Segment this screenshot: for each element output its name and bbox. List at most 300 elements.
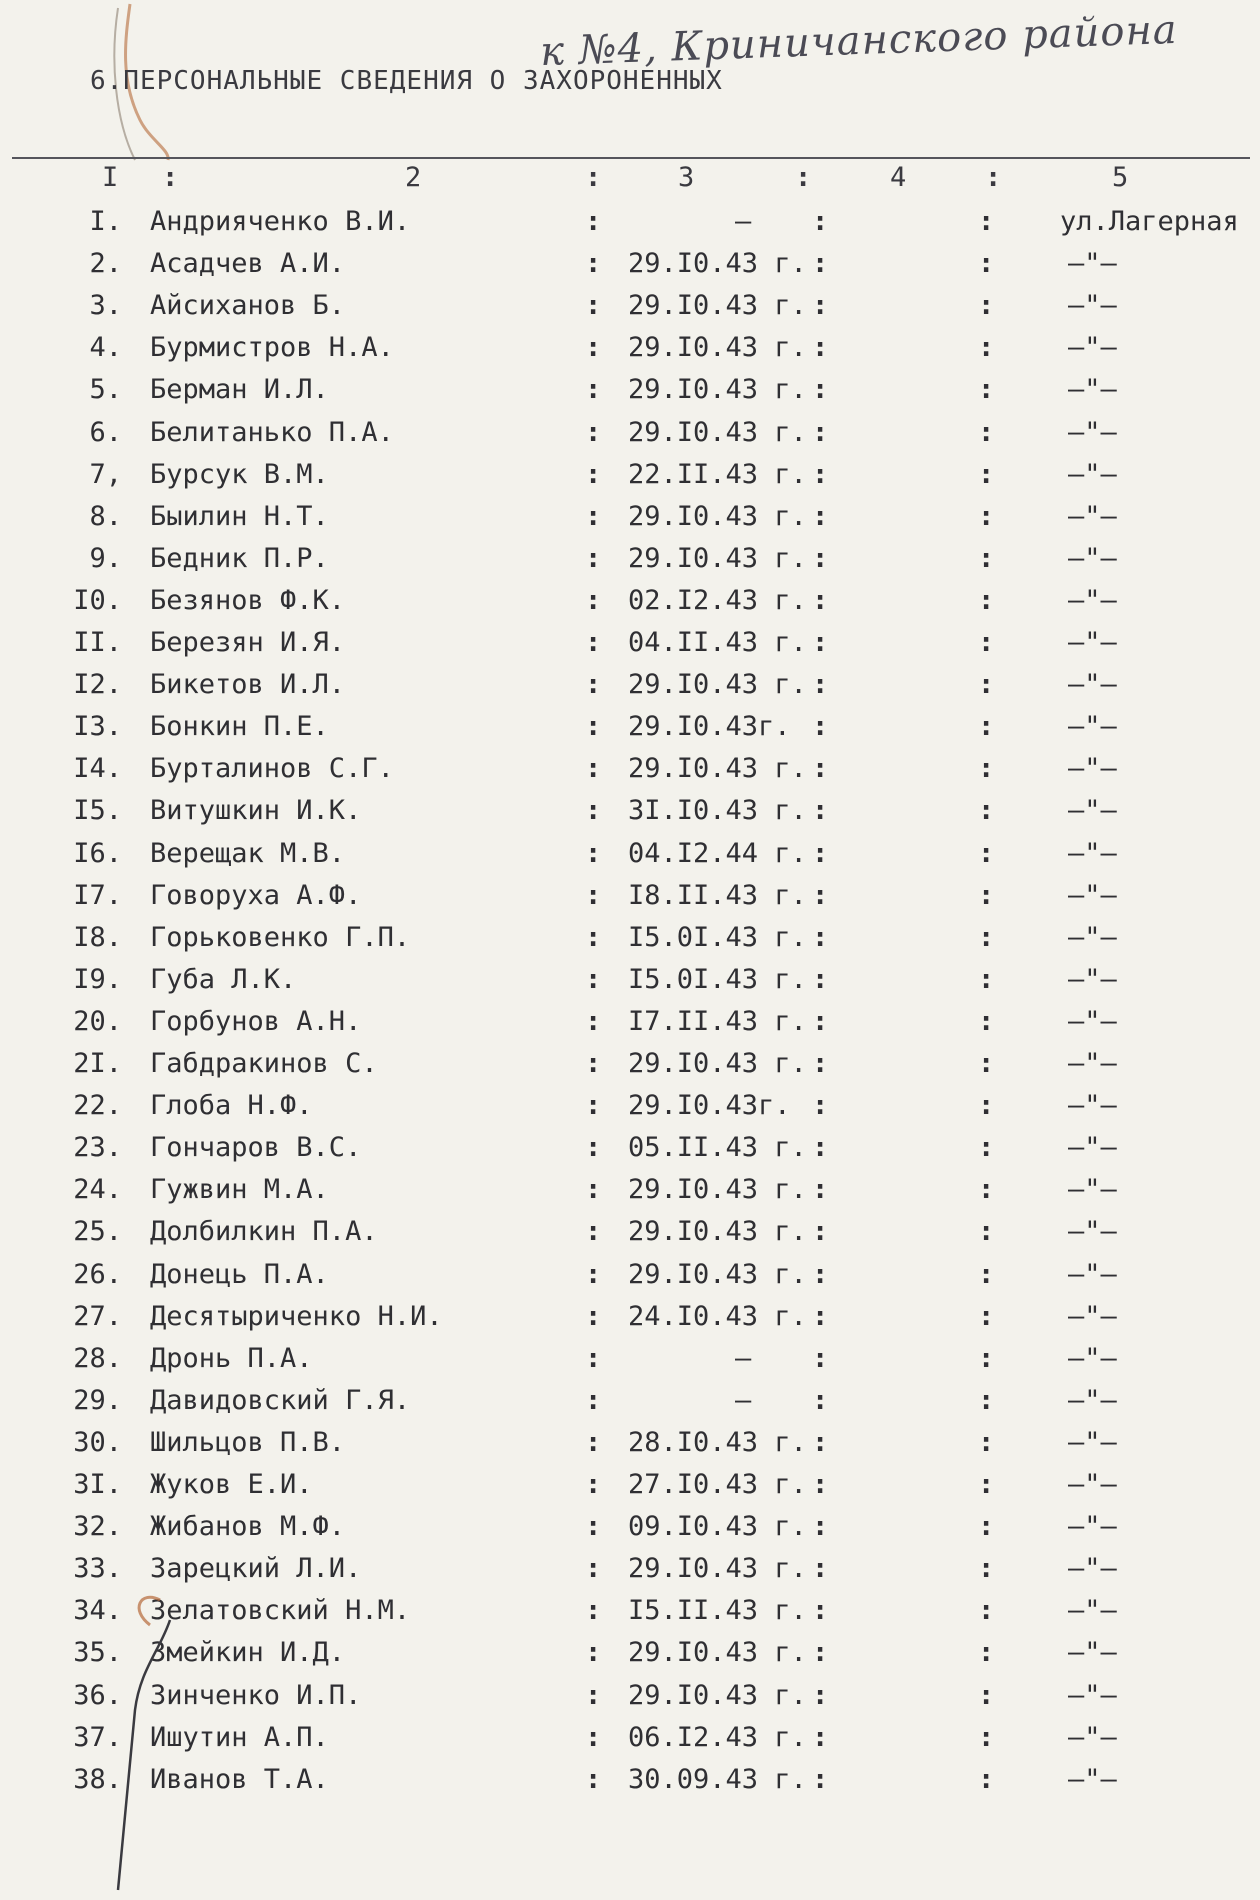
row-number: 38. — [73, 1763, 122, 1795]
burial-date: 29.I0.43 г. — [628, 290, 807, 322]
table-row — [0, 374, 1260, 414]
burial-place: –"– — [1068, 879, 1117, 911]
burial-date: 29.I0.43 г. — [628, 669, 807, 701]
column-separator: : — [585, 248, 602, 280]
burial-date: 3I.I0.43 г. — [628, 795, 807, 827]
column-separator: : — [978, 332, 995, 364]
column-separator: : — [812, 1048, 829, 1079]
person-name: Горьковенко Г.П. — [150, 921, 411, 953]
pencil-mark — [100, 1580, 180, 1900]
person-name: Асадчев А.И. — [150, 248, 346, 280]
table-row — [0, 1006, 1260, 1046]
column-separator: : — [978, 1005, 995, 1037]
column-separator: : — [585, 542, 602, 574]
column-separator: : — [812, 1637, 829, 1669]
burial-place: –"– — [1068, 1721, 1117, 1753]
column-separator: : — [978, 458, 995, 490]
burial-date: 06.I2.43 г. — [628, 1721, 807, 1753]
column-separator: : — [978, 1342, 995, 1374]
column-separator: : — [585, 1679, 602, 1711]
person-name: Жуков Е.И. — [150, 1469, 313, 1500]
person-name: Бонкин П.Е. — [150, 711, 329, 743]
row-number: 2I. — [73, 1048, 122, 1079]
column-separator: : — [585, 416, 602, 448]
table-row — [0, 459, 1260, 499]
burial-date: 04.II.43 г. — [628, 627, 807, 658]
person-name: Бедник П.Р. — [150, 542, 329, 574]
person-name: Глоба Н.Ф. — [150, 1090, 313, 1122]
burial-date: I5.0I.43 г. — [628, 921, 807, 953]
column-header-4: 4 — [890, 162, 907, 193]
column-separator: : — [812, 1469, 829, 1500]
column-separator: : — [978, 1174, 995, 1206]
column-separator: : — [585, 1300, 602, 1332]
column-separator: : — [585, 1005, 602, 1037]
table-row — [0, 543, 1260, 583]
column-separator: : — [978, 753, 995, 785]
column-separator: : — [978, 374, 995, 406]
column-separator: : — [585, 1553, 602, 1585]
person-name: Березян И.Я. — [150, 627, 346, 658]
column-separator: : — [585, 1342, 602, 1374]
column-separator: : — [812, 1258, 829, 1290]
table-row — [0, 1174, 1260, 1214]
handwritten-note: к №4, Криничанского района — [539, 6, 1179, 76]
burial-date: 05.II.43 г. — [628, 1132, 807, 1164]
burial-place: –"– — [1068, 1342, 1117, 1374]
column-separator: : — [978, 1132, 995, 1164]
row-number: I6. — [73, 837, 122, 869]
column-separator: : — [978, 1595, 995, 1627]
burial-date: I5.0I.43 г. — [628, 963, 807, 995]
column-separator: : — [585, 584, 602, 616]
person-name: Донець П.А. — [150, 1258, 329, 1290]
burial-date: 09.I0.43 г. — [628, 1511, 807, 1543]
table-row — [0, 1385, 1260, 1425]
column-separator: : — [585, 1216, 602, 1248]
column-separator: : — [585, 1511, 602, 1543]
column-separator: : — [585, 1721, 602, 1753]
table-row — [0, 880, 1260, 920]
row-number: 37. — [73, 1721, 122, 1753]
burial-place: –"– — [1068, 1258, 1117, 1290]
column-separator: : — [978, 1048, 995, 1079]
person-name: Долбилкин П.А. — [150, 1216, 378, 1248]
row-number: 30. — [73, 1426, 122, 1458]
burial-place: –"– — [1068, 795, 1117, 827]
column-separator: : — [812, 416, 829, 448]
column-separator: : — [812, 248, 829, 280]
row-number: 27. — [73, 1300, 122, 1332]
column-header-2: 2 — [405, 162, 422, 193]
column-separator: : — [978, 500, 995, 532]
column-separator: : — [812, 1426, 829, 1458]
person-name: Змейкин И.Д. — [150, 1637, 346, 1669]
column-header-5: 5 — [1112, 162, 1129, 193]
table-row — [0, 795, 1260, 835]
column-separator: : — [812, 1763, 829, 1795]
burial-date: 29.I0.43 г. — [628, 1553, 807, 1585]
row-number: II. — [73, 627, 122, 658]
column-separator: : — [978, 1679, 995, 1711]
table-row — [0, 627, 1260, 667]
column-separator: : — [978, 711, 995, 743]
row-number: 34. — [73, 1595, 122, 1627]
column-separator: : — [978, 837, 995, 869]
person-name: Безянов Ф.К. — [150, 584, 346, 616]
column-separator: : — [812, 584, 829, 616]
table-row — [0, 1553, 1260, 1593]
row-number: 6. — [89, 416, 122, 448]
row-number: 2. — [89, 248, 122, 280]
burial-date: 30.09.43 г. — [628, 1763, 807, 1795]
column-separator: : — [978, 921, 995, 953]
row-number: 26. — [73, 1258, 122, 1290]
burial-place: –"– — [1068, 290, 1117, 322]
column-separator: : — [812, 1174, 829, 1206]
row-number: 36. — [73, 1679, 122, 1711]
column-separator: : — [585, 1469, 602, 1500]
row-number: 3. — [89, 290, 122, 322]
burial-place: –"– — [1068, 837, 1117, 869]
person-name: Андрияченко В.И. — [150, 206, 411, 237]
row-number: 24. — [73, 1174, 122, 1206]
burial-date: 24.I0.43 г. — [628, 1300, 807, 1332]
column-separator: : — [812, 206, 829, 237]
column-separator: : — [812, 332, 829, 364]
table-row — [0, 964, 1260, 1004]
row-number: 28. — [73, 1342, 122, 1374]
person-name: Бикетов И.Л. — [150, 669, 346, 701]
column-separator: : — [812, 795, 829, 827]
person-name: Горбунов А.Н. — [150, 1005, 362, 1037]
column-separator: : — [978, 1090, 995, 1122]
column-separator: : — [812, 1132, 829, 1164]
burial-date: 29.I0.43 г. — [628, 1048, 807, 1079]
row-number: I5. — [73, 795, 122, 827]
table-row — [0, 1764, 1260, 1804]
row-number: 29. — [73, 1384, 122, 1416]
column-separator: : — [812, 627, 829, 658]
header-separator: : — [985, 162, 1002, 193]
column-separator: : — [812, 1679, 829, 1711]
column-separator: : — [585, 1132, 602, 1164]
burial-place: –"– — [1068, 458, 1117, 490]
column-separator: : — [812, 290, 829, 322]
column-separator: : — [978, 1511, 995, 1543]
column-separator: : — [978, 1637, 995, 1669]
table-row — [0, 501, 1260, 541]
column-separator: : — [812, 1300, 829, 1332]
column-separator: : — [978, 1721, 995, 1753]
person-name: Зелатовский Н.М. — [150, 1595, 411, 1627]
burial-date: 29.I0.43 г. — [628, 416, 807, 448]
section-heading: 6.ПЕРСОНАЛЬНЫЕ СВЕДЕНИЯ О ЗАХОРОНЕННЫХ — [90, 66, 723, 96]
column-separator: : — [812, 1721, 829, 1753]
table-row — [0, 711, 1260, 751]
burial-date: 29.I0.43 г. — [628, 374, 807, 406]
column-separator: : — [812, 711, 829, 743]
column-separator: : — [978, 1763, 995, 1795]
burial-place: –"– — [1068, 542, 1117, 574]
burial-place: –"– — [1068, 1511, 1117, 1543]
table-row — [0, 1090, 1260, 1130]
row-number: 7, — [89, 458, 122, 490]
column-separator: : — [585, 1090, 602, 1122]
person-name: Айсиханов Б. — [150, 290, 346, 322]
burial-date: 29.I0.43 г. — [628, 1216, 807, 1248]
column-separator: : — [978, 1216, 995, 1248]
column-separator: : — [585, 458, 602, 490]
person-name: Берман И.Л. — [150, 374, 329, 406]
burial-place: –"– — [1068, 1595, 1117, 1627]
column-separator: : — [812, 753, 829, 785]
table-row — [0, 1343, 1260, 1383]
row-number: 4. — [89, 332, 122, 364]
burial-date: 29.I0.43 г. — [628, 332, 807, 364]
column-separator: : — [812, 1342, 829, 1374]
column-separator: : — [812, 1090, 829, 1122]
table-row — [0, 669, 1260, 709]
table-row — [0, 1427, 1260, 1467]
row-number: 23. — [73, 1132, 122, 1164]
burial-place: –"– — [1068, 416, 1117, 448]
burial-date: 29.I0.43 г. — [628, 542, 807, 574]
table-row — [0, 332, 1260, 372]
person-name: Давидовский Г.Я. — [150, 1384, 411, 1416]
person-name: Бурмистров Н.А. — [150, 332, 394, 364]
table-row — [0, 922, 1260, 962]
table-row — [0, 1511, 1260, 1551]
table-row — [0, 1680, 1260, 1720]
table-row — [0, 753, 1260, 793]
row-number: 20. — [73, 1005, 122, 1037]
person-name: Шильцов П.В. — [150, 1426, 346, 1458]
table-row — [0, 290, 1260, 330]
burial-place: –"– — [1068, 1005, 1117, 1037]
row-number: 25. — [73, 1216, 122, 1248]
column-separator: : — [978, 1426, 995, 1458]
table-row — [0, 585, 1260, 625]
row-number: I8. — [73, 921, 122, 953]
column-separator: : — [812, 837, 829, 869]
burial-place: –"– — [1068, 627, 1117, 658]
column-separator: : — [585, 1763, 602, 1795]
column-header-3: 3 — [678, 162, 695, 193]
burial-place: –"– — [1068, 1763, 1117, 1795]
row-number: 32. — [73, 1511, 122, 1543]
table-row — [0, 1132, 1260, 1172]
column-separator: : — [812, 669, 829, 701]
row-number: I7. — [73, 879, 122, 911]
burial-place: –"– — [1068, 500, 1117, 532]
column-separator: : — [585, 711, 602, 743]
person-name: Гончаров В.С. — [150, 1132, 362, 1164]
table-row — [0, 1595, 1260, 1635]
column-separator: : — [585, 879, 602, 911]
column-separator: : — [812, 879, 829, 911]
column-separator: : — [585, 332, 602, 364]
burial-date: 02.I2.43 г. — [628, 584, 807, 616]
column-separator: : — [812, 1384, 829, 1416]
row-number: 8. — [89, 500, 122, 532]
table-row — [0, 248, 1260, 288]
burial-place: –"– — [1068, 1384, 1117, 1416]
burial-place: –"– — [1068, 921, 1117, 953]
burial-date: – — [735, 1342, 752, 1374]
row-number: 5. — [89, 374, 122, 406]
header-separator: : — [162, 162, 179, 193]
burial-date: 29.I0.43 г. — [628, 753, 807, 785]
burial-date: 29.I0.43г. — [628, 1090, 791, 1122]
column-separator: : — [978, 1300, 995, 1332]
column-separator: : — [978, 879, 995, 911]
person-name: Губа Л.К. — [150, 963, 297, 995]
table-row — [0, 1722, 1260, 1762]
column-separator: : — [585, 1595, 602, 1627]
header-separator: : — [585, 162, 602, 193]
burial-date: 28.I0.43 г. — [628, 1426, 807, 1458]
burial-date: 29.I0.43 г. — [628, 1637, 807, 1669]
table-row — [0, 838, 1260, 878]
row-number: I. — [89, 206, 122, 237]
column-separator: : — [978, 1553, 995, 1585]
burial-place: ул.Лагерная — [1060, 206, 1239, 237]
burial-place: –"– — [1068, 248, 1117, 280]
column-separator: : — [812, 458, 829, 490]
column-separator: : — [978, 963, 995, 995]
person-name: Бурталинов С.Г. — [150, 753, 394, 785]
column-separator: : — [585, 290, 602, 322]
table-row — [0, 1259, 1260, 1299]
row-number: 33. — [73, 1553, 122, 1585]
person-name: Иванов Т.А. — [150, 1763, 329, 1795]
column-separator: : — [978, 416, 995, 448]
person-name: Жибанов М.Ф. — [150, 1511, 346, 1543]
burial-date: 29.I0.43 г. — [628, 500, 807, 532]
column-separator: : — [978, 1258, 995, 1290]
column-separator: : — [585, 1174, 602, 1206]
burial-place: –"– — [1068, 1553, 1117, 1585]
burial-date: 27.I0.43 г. — [628, 1469, 807, 1500]
table-row — [0, 1469, 1260, 1509]
column-separator: : — [585, 374, 602, 406]
burial-date: 29.I0.43 г. — [628, 1174, 807, 1206]
burial-place: –"– — [1068, 332, 1117, 364]
table-row — [0, 1301, 1260, 1341]
column-separator: : — [978, 206, 995, 237]
person-name: Говоруха А.Ф. — [150, 879, 362, 911]
column-separator: : — [978, 584, 995, 616]
row-number: 9. — [89, 542, 122, 574]
table-row — [0, 1637, 1260, 1677]
burial-date: 29.I0.43 г. — [628, 248, 807, 280]
burial-date: 04.I2.44 г. — [628, 837, 807, 869]
column-separator: : — [978, 627, 995, 658]
column-separator: : — [978, 248, 995, 280]
column-separator: : — [812, 374, 829, 406]
column-separator: : — [812, 963, 829, 995]
column-separator: : — [585, 669, 602, 701]
column-separator: : — [585, 1637, 602, 1669]
burial-place: –"– — [1068, 753, 1117, 785]
burial-place: –"– — [1068, 1048, 1117, 1079]
burial-place: –"– — [1068, 669, 1117, 701]
row-number: I9. — [73, 963, 122, 995]
column-separator: : — [585, 921, 602, 953]
row-number: I2. — [73, 669, 122, 701]
column-separator: : — [812, 1595, 829, 1627]
person-name: Верещак М.В. — [150, 837, 346, 869]
burial-place: –"– — [1068, 1469, 1117, 1500]
person-name: Ишутин А.П. — [150, 1721, 329, 1753]
burial-place: –"– — [1068, 1679, 1117, 1711]
column-separator: : — [812, 1511, 829, 1543]
column-separator: : — [585, 1426, 602, 1458]
column-separator: : — [978, 290, 995, 322]
burial-date: I5.II.43 г. — [628, 1595, 807, 1627]
burial-place: –"– — [1068, 1300, 1117, 1332]
table-row — [0, 1048, 1260, 1088]
column-separator: : — [585, 795, 602, 827]
burial-place: –"– — [1068, 1216, 1117, 1248]
burial-place: –"– — [1068, 963, 1117, 995]
row-number: I4. — [73, 753, 122, 785]
person-name: Белитанько П.А. — [150, 416, 394, 448]
burial-date: 29.I0.43г. — [628, 711, 791, 743]
burial-place: –"– — [1068, 374, 1117, 406]
column-separator: : — [978, 1469, 995, 1500]
burial-date: I7.II.43 г. — [628, 1005, 807, 1037]
row-number: 35. — [73, 1637, 122, 1669]
burial-place: –"– — [1068, 1637, 1117, 1669]
column-separator: : — [978, 669, 995, 701]
header-separator: : — [795, 162, 812, 193]
column-separator: : — [978, 1384, 995, 1416]
row-number: I3. — [73, 711, 122, 743]
burial-date: 29.I0.43 г. — [628, 1679, 807, 1711]
burial-date: 22.II.43 г. — [628, 458, 807, 490]
person-name: Быилин Н.Т. — [150, 500, 329, 532]
column-separator: : — [585, 627, 602, 658]
column-separator: : — [585, 753, 602, 785]
person-name: Витушкин И.К. — [150, 795, 362, 827]
person-name: Зарецкий Л.И. — [150, 1553, 362, 1585]
column-separator: : — [812, 1216, 829, 1248]
burial-place: –"– — [1068, 1090, 1117, 1122]
column-separator: : — [812, 542, 829, 574]
row-number: 22. — [73, 1090, 122, 1122]
column-separator: : — [585, 1048, 602, 1079]
person-name: Бурсук В.М. — [150, 458, 329, 490]
table-row — [0, 417, 1260, 457]
person-name: Зинченко И.П. — [150, 1679, 362, 1711]
person-name: Десятыриченко Н.И. — [150, 1300, 443, 1332]
burial-place: –"– — [1068, 1132, 1117, 1164]
row-number: 3I. — [73, 1469, 122, 1500]
burial-date: – — [735, 1384, 752, 1416]
burial-place: –"– — [1068, 1426, 1117, 1458]
column-separator: : — [978, 542, 995, 574]
column-header-1: I — [102, 162, 119, 193]
burial-place: –"– — [1068, 711, 1117, 743]
column-separator: : — [812, 921, 829, 953]
column-separator: : — [585, 963, 602, 995]
burial-place: –"– — [1068, 584, 1117, 616]
burial-date: I8.II.43 г. — [628, 879, 807, 911]
column-separator: : — [585, 1258, 602, 1290]
row-number: I0. — [73, 584, 122, 616]
